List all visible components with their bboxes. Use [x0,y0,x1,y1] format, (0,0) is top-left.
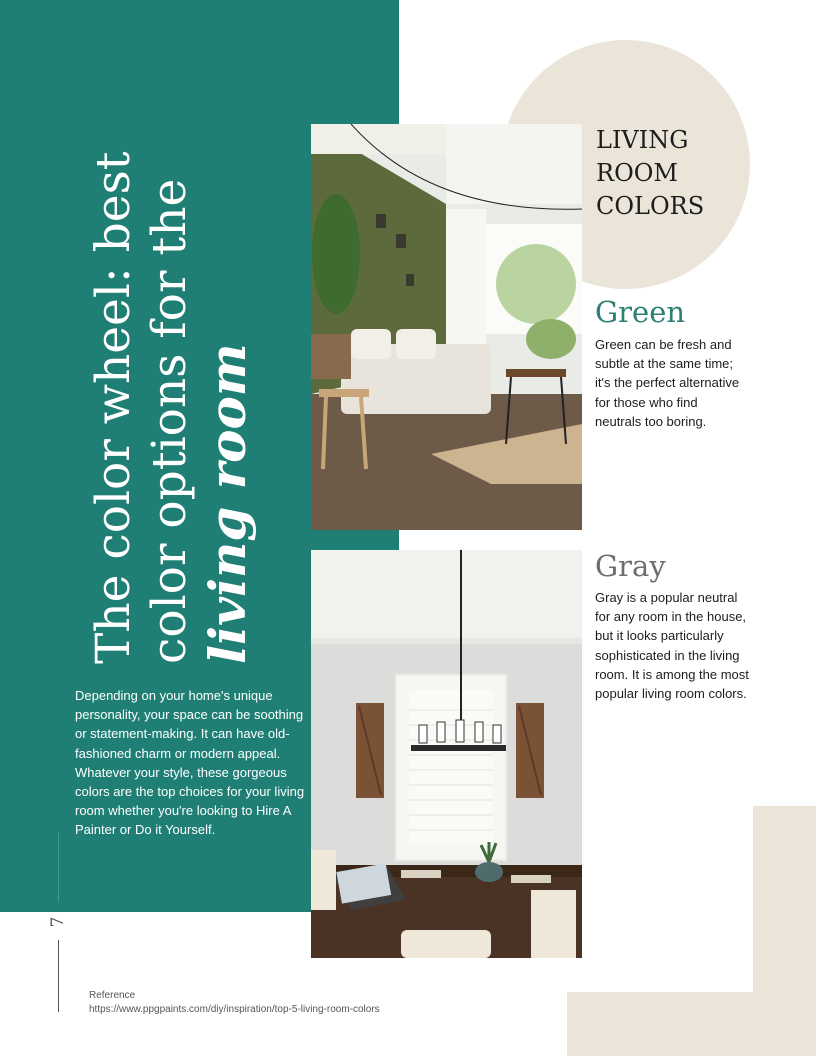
gray-dining-room-illustration [311,550,582,958]
title-line-1: The color wheel: best [86,151,141,664]
green-living-room-photo [311,124,582,530]
green-section-text: Green can be fresh and subtle at the same time; it's the perfect alternative for those who find neutrals too boring. [595,337,740,429]
gray-dining-room-photo [311,550,582,958]
page-title [86,84,276,664]
gray-section-title: Gray [595,549,666,583]
title-line-3: living room [198,343,257,664]
green-living-room-illustration [311,124,582,530]
beige-corner-block-wide [567,992,816,1056]
decorative-line [58,832,59,902]
intro-paragraph: Depending on your home's unique personality, your space can be soothing or statement-making. It can have old-fashioned charm or modern appeal. Whatever your style, these gorgeous colors are the top choices for your living room whether you're looking to Hire A Painter or Do it Yourself. [75,688,305,838]
living-room-colors-heading: LIVING ROOM COLORS [596,126,705,220]
reference-label: Reference [89,990,136,1001]
green-section-title: Green [595,295,686,329]
page-number-line [58,940,59,1012]
reference-url: https://www.ppgpaints.com/diy/inspiration/top-5-living-room-colors [89,1004,380,1015]
page-number: 7 [48,916,68,928]
title-line-2: color options for the [142,178,197,664]
gray-section-text: Gray is a popular neutral for any room in the house, but it looks particularly sophisticated in the living room. It is among the most popular living room colors. [595,590,749,702]
